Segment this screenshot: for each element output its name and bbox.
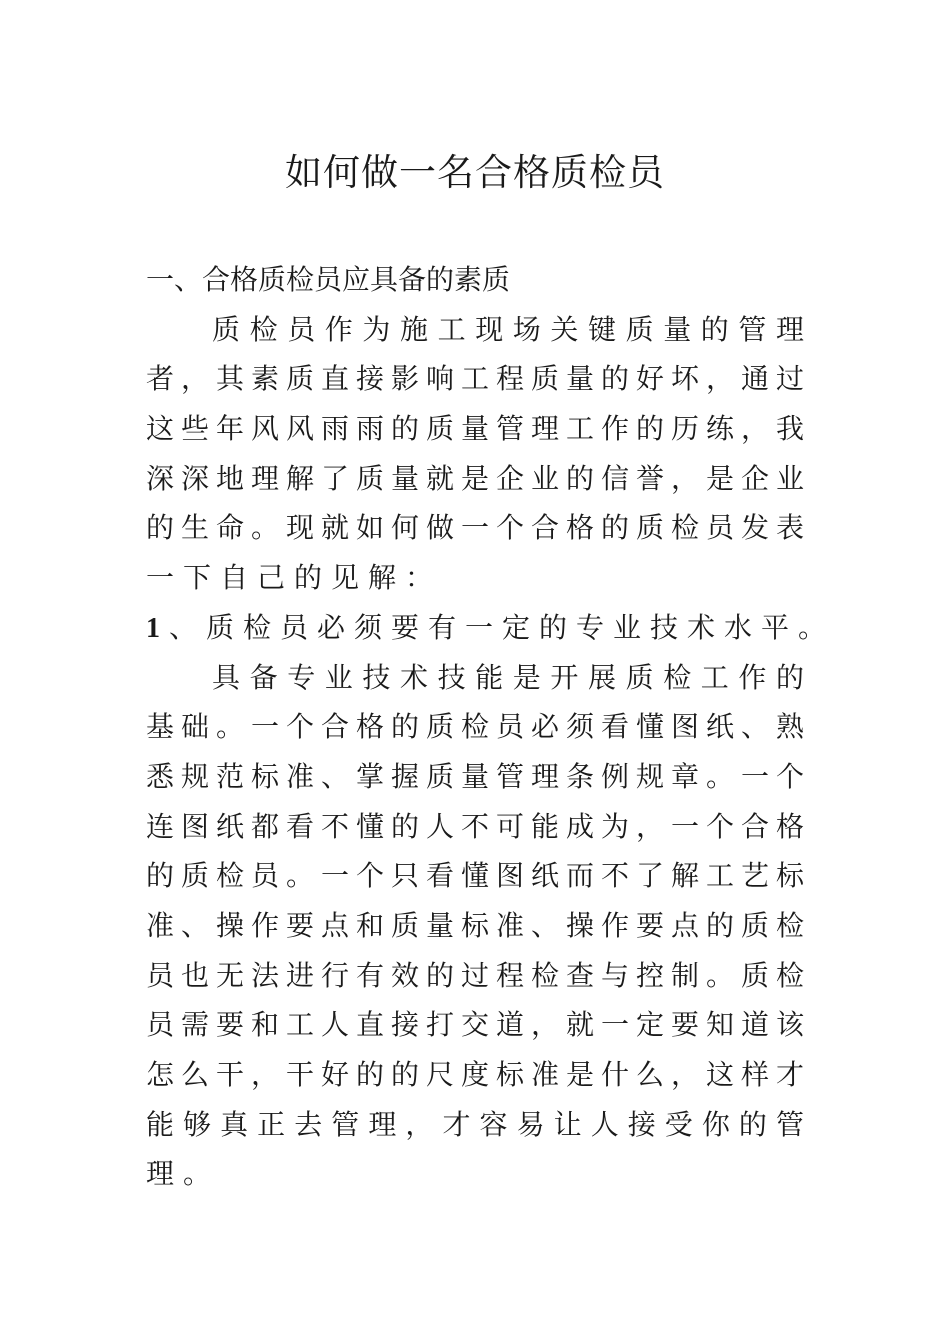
paragraph-line: 深深地理解了质量就是企业的信誉，是企业 — [146, 461, 804, 495]
paragraph-line: 一下自己的见解： — [146, 561, 443, 595]
paragraph-line: 的生命。现就如何做一个合格的质检员发表 — [146, 511, 804, 545]
paragraph-line: 怎么干，干好的的尺度标准是什么，这样才 — [146, 1058, 804, 1091]
paragraph-line: 能够真正去管理，才容易让人接受你的管 — [146, 1107, 804, 1141]
point-text: 、质检员必须要有一定的专业技术水平。 — [169, 610, 836, 644]
section-heading: 一、合格质检员应具备的素质 — [146, 263, 511, 296]
paragraph-line: 基础。一个合格的质检员必须看懂图纸、熟 — [146, 710, 804, 744]
paragraph-line: 准、操作要点和质量标准、操作要点的质检 — [146, 908, 804, 942]
paragraph-line: 质检员作为施工现场关键质量的管理 — [212, 312, 804, 346]
document-body — [146, 255, 836, 1199]
paragraph-line: 员也无法进行有效的过程检查与控制。质检 — [146, 958, 804, 992]
paragraph-line: 者，其素质直接影响工程质量的好坏，通过 — [146, 362, 804, 396]
paragraph-line: 连图纸都看不懂的人不可能成为，一个合格 — [146, 809, 804, 843]
paragraph-line: 这些年风风雨雨的质量管理工作的历练，我 — [146, 412, 804, 446]
point-heading — [146, 603, 836, 653]
paragraph-line: 悉规范标准、掌握质量管理条例规章。一个 — [146, 759, 804, 793]
paragraph-line: 理。 — [146, 1157, 221, 1191]
point-number: 1 — [146, 612, 169, 644]
paragraph-line: 的质检员。一个只看懂图纸而不了解工艺标 — [146, 859, 804, 893]
document-title: 如何做一名合格质检员 — [285, 151, 665, 194]
paragraph-line: 具备专业技术技能是开展质检工作的 — [212, 660, 804, 694]
paragraph-line: 员需要和工人直接打交道，就一定要知道该 — [146, 1008, 804, 1042]
